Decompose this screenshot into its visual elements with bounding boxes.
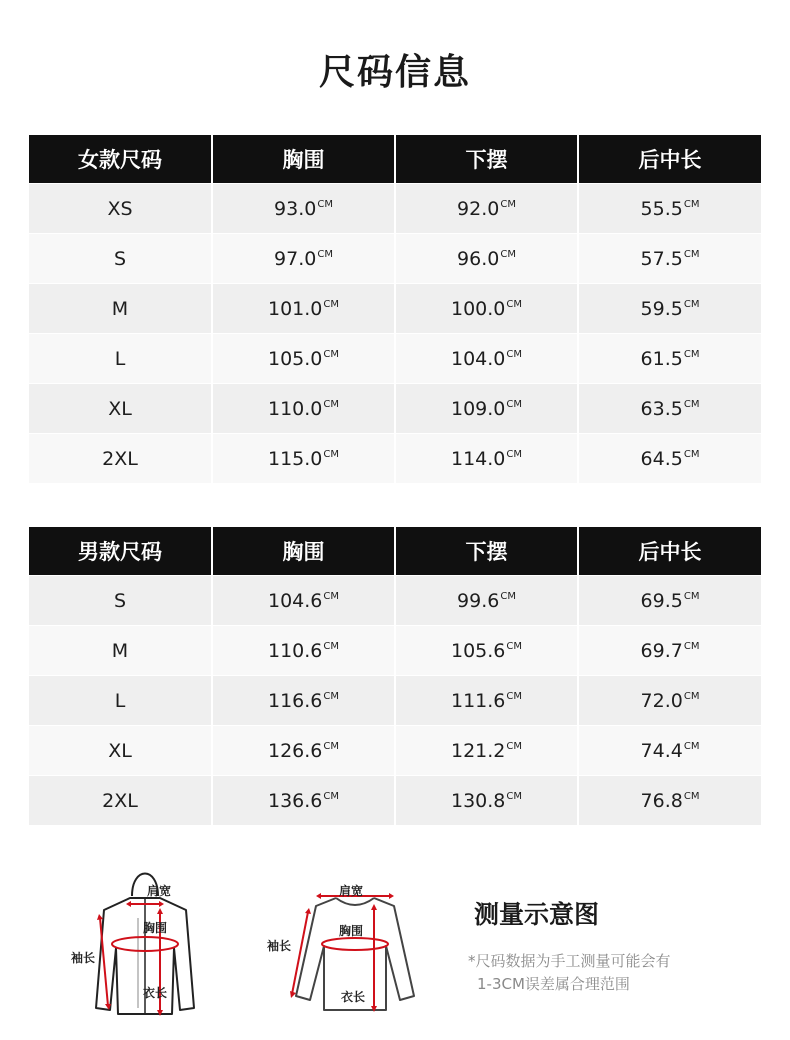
unit-label: CM: [323, 448, 340, 460]
unit-label: CM: [323, 590, 340, 602]
cell-value: 114.0: [450, 447, 506, 470]
unit-label: CM: [500, 248, 516, 260]
table-row: [29, 434, 761, 484]
cell-value: 76.8: [640, 789, 683, 812]
cell-value: 109.0: [450, 397, 506, 420]
measure-title: 测量示意图: [474, 900, 600, 929]
hem-cell: [395, 234, 578, 284]
unit-label: CM: [683, 398, 700, 410]
unit-label: CM: [323, 348, 340, 360]
chest-cell: [212, 284, 395, 334]
back-length-cell: [578, 626, 761, 676]
cell-value: 100.0: [450, 297, 506, 320]
size-cell: [29, 434, 212, 484]
table-row: [29, 384, 761, 434]
cell-value: 104.6: [267, 589, 323, 612]
unit-label: CM: [323, 740, 340, 752]
cell-value: 93.0: [274, 197, 317, 220]
size-cell: [29, 626, 212, 676]
table-row: [29, 184, 761, 234]
cell-value: 61.5: [640, 347, 683, 370]
unit-label: CM: [500, 590, 516, 602]
size-cell: [29, 726, 212, 776]
women-size-table: [29, 135, 761, 483]
jacket-shoulder-label: 肩宽: [147, 884, 172, 898]
back-length-cell: [578, 776, 761, 826]
cell-value: 121.2: [450, 739, 506, 762]
cell-value: M: [111, 297, 129, 320]
chest-cell: [212, 676, 395, 726]
size-cell: [29, 384, 212, 434]
cell-value: S: [113, 589, 127, 612]
unit-label: CM: [683, 298, 700, 310]
cell-value: 72.0: [640, 689, 683, 712]
cell-value: 136.6: [267, 789, 323, 812]
cell-value: 104.0: [450, 347, 506, 370]
hem-cell: [395, 676, 578, 726]
cell-value: 105.0: [267, 347, 323, 370]
unit-label: CM: [506, 398, 523, 410]
cell-value: XL: [108, 739, 132, 762]
cell-value: XL: [108, 397, 132, 420]
jacket-sleeve-label: 袖长: [71, 951, 96, 965]
table-row: [29, 576, 761, 626]
hem-cell: [395, 576, 578, 626]
header-chest: 胸围: [212, 135, 395, 184]
chest-cell: [212, 576, 395, 626]
cell-value: S: [113, 247, 127, 270]
header-hem: 下摆: [395, 527, 578, 576]
hem-cell: [395, 384, 578, 434]
unit-label: CM: [683, 248, 700, 260]
cell-value: 97.0: [274, 247, 317, 270]
table-row: [29, 626, 761, 676]
cell-value: 126.6: [267, 739, 323, 762]
unit-label: CM: [323, 690, 340, 702]
unit-label: CM: [683, 198, 700, 210]
measure-note-line-2: 1-3CM误差属合理范围: [477, 975, 630, 993]
cell-value: 111.6: [450, 689, 506, 712]
unit-label: CM: [317, 198, 333, 210]
cell-value: L: [114, 347, 126, 370]
back-length-cell: [578, 576, 761, 626]
back-length-cell: [578, 676, 761, 726]
header-back-length: 后中长: [578, 527, 761, 576]
chest-cell: [212, 726, 395, 776]
table-row: [29, 284, 761, 334]
cell-value: 2XL: [102, 447, 138, 470]
chest-cell: [212, 334, 395, 384]
unit-label: CM: [506, 640, 523, 652]
chest-cell: [212, 384, 395, 434]
cell-value: 99.6: [457, 589, 500, 612]
unit-label: CM: [683, 740, 700, 752]
jacket-chest-label: 胸围: [143, 921, 168, 935]
hem-cell: [395, 434, 578, 484]
cell-value: 110.6: [267, 639, 323, 662]
hem-cell: [395, 184, 578, 234]
unit-label: CM: [683, 690, 700, 702]
cell-value: 55.5: [640, 197, 683, 220]
measure-note-line-1: *尺码数据为手工测量可能会有: [468, 952, 671, 970]
unit-label: CM: [500, 198, 516, 210]
men-size-table: [29, 527, 761, 825]
cell-value: 96.0: [457, 247, 500, 270]
shirt-length-label: 衣长: [341, 990, 366, 1004]
unit-label: CM: [323, 298, 340, 310]
size-cell: [29, 234, 212, 284]
cell-value: XS: [107, 197, 133, 220]
chest-cell: [212, 184, 395, 234]
cell-value: 2XL: [102, 789, 138, 812]
header-size: 女款尺码: [29, 135, 212, 184]
hem-cell: [395, 626, 578, 676]
back-length-cell: [578, 384, 761, 434]
hem-cell: [395, 334, 578, 384]
unit-label: CM: [317, 248, 333, 260]
unit-label: CM: [506, 348, 523, 360]
cell-value: 110.0: [267, 397, 323, 420]
cell-value: 130.8: [450, 789, 506, 812]
back-length-cell: [578, 334, 761, 384]
back-length-cell: [578, 234, 761, 284]
header-size: 男款尺码: [29, 527, 212, 576]
cell-value: 105.6: [450, 639, 506, 662]
table-row: [29, 334, 761, 384]
cell-value: 101.0: [267, 297, 323, 320]
measure-note: [468, 950, 768, 996]
unit-label: CM: [323, 398, 340, 410]
unit-label: CM: [683, 640, 700, 652]
page-title: 尺码信息: [318, 52, 471, 93]
size-cell: [29, 676, 212, 726]
hem-cell: [395, 726, 578, 776]
cell-value: 59.5: [640, 297, 683, 320]
unit-label: CM: [506, 790, 523, 802]
unit-label: CM: [683, 590, 700, 602]
cell-value: L: [114, 689, 126, 712]
header-hem: 下摆: [395, 135, 578, 184]
back-length-cell: [578, 284, 761, 334]
cell-value: 92.0: [457, 197, 500, 220]
hem-cell: [395, 284, 578, 334]
cell-value: 74.4: [640, 739, 683, 762]
unit-label: CM: [683, 348, 700, 360]
hem-cell: [395, 776, 578, 826]
cell-value: 115.0: [267, 447, 323, 470]
header-chest: 胸围: [212, 527, 395, 576]
size-cell: [29, 576, 212, 626]
chest-cell: [212, 234, 395, 284]
back-length-cell: [578, 726, 761, 776]
unit-label: CM: [506, 448, 523, 460]
cell-value: 63.5: [640, 397, 683, 420]
cell-value: M: [111, 639, 129, 662]
back-length-cell: [578, 184, 761, 234]
unit-label: CM: [323, 640, 340, 652]
size-cell: [29, 776, 212, 826]
cell-value: 69.5: [640, 589, 683, 612]
shirt-chest-label: 胸围: [339, 924, 364, 938]
shirt-sleeve-label: 袖长: [267, 939, 292, 953]
jacket-length-label: 衣长: [143, 986, 168, 1000]
table-row: [29, 234, 761, 284]
cell-value: 69.7: [640, 639, 683, 662]
unit-label: CM: [506, 740, 523, 752]
table-row: [29, 676, 761, 726]
cell-value: 64.5: [640, 447, 683, 470]
header-back-length: 后中长: [578, 135, 761, 184]
table-header-row: [29, 527, 761, 576]
cell-value: 116.6: [267, 689, 323, 712]
back-length-cell: [578, 434, 761, 484]
size-cell: [29, 284, 212, 334]
table-row: [29, 726, 761, 776]
table-header-row: [29, 135, 761, 184]
cell-value: 57.5: [640, 247, 683, 270]
size-cell: [29, 184, 212, 234]
unit-label: CM: [506, 690, 523, 702]
unit-label: CM: [683, 790, 700, 802]
size-cell: [29, 334, 212, 384]
table-row: [29, 776, 761, 826]
unit-label: CM: [506, 298, 523, 310]
shirt-shoulder-label: 肩宽: [339, 884, 364, 898]
unit-label: CM: [323, 790, 340, 802]
chest-cell: [212, 434, 395, 484]
chest-cell: [212, 776, 395, 826]
chest-cell: [212, 626, 395, 676]
unit-label: CM: [683, 448, 700, 460]
